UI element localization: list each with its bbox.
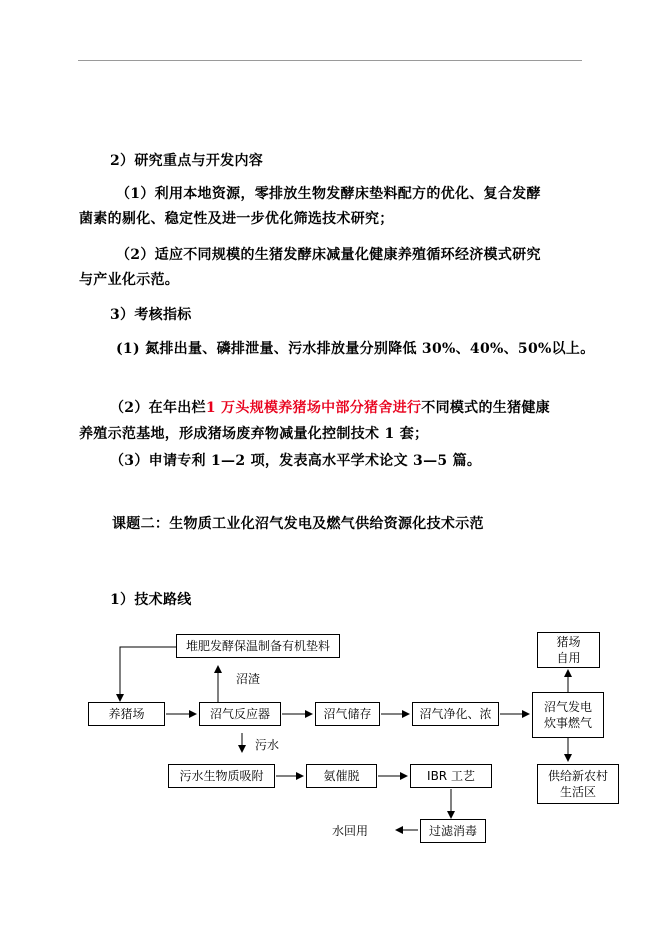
box-ibr-process: IBR 工艺 [410,764,492,788]
assessment-item3: （3）申请专利 1—2 项，发表高水平学术论文 3—5 篇。 [110,453,482,469]
research-item1-line2: 菌素的剔化、稳定性及进一步优化筛选技术研究； [79,211,394,227]
tech-route-heading: 1）技术路线 [110,592,192,608]
assessment-item2-highlight: 1 万头规模养猪场中部分猪舍进行 [205,400,422,416]
box-biogas-purify: 沼气净化、浓 [412,702,499,726]
box-biogas-storage: 沼气储存 [315,702,380,726]
project2-title: 课题二：生物质工业化沼气发电及燃气供给资源化技术示范 [112,516,484,532]
box-pig-farm-use-line2: 自用 [556,651,581,665]
box-biogas-reactor: 沼气反应器 [199,702,281,726]
label-residue: 沼渣 [236,672,261,686]
assessment-item1: (1) 氮排出量、磷排泄量、污水排放量分别降低 30%、40%、50%以上。 [116,341,595,357]
box-village-supply [537,764,619,804]
box-biogas-power [532,692,604,738]
box-village-supply-line1: 供给新农村 [547,769,608,783]
assessment-item2-prefix: （2）在年出栏 [110,400,206,416]
box-pig-farm: 养猪场 [88,702,165,726]
box-biogas-power-line1: 沼气发电 [543,700,592,714]
box-pig-farm-use [537,632,600,668]
box-village-supply-line2: 生活区 [559,785,596,799]
label-wastewater: 污水 [255,738,280,752]
box-filter-disinfect: 过滤消毒 [420,819,486,843]
research-item1-line1: （1）利用本地资源，零排放生物发酵床垫料配方的优化、复合发酵 [116,186,541,202]
assessment-item2-line2: 养殖示范基地，形成猪场废弃物减量化控制技术 1 套； [79,426,429,442]
box-biogas-power-line2: 炊事燃气 [543,716,592,730]
arrow-compost-to-pigfarm [120,647,176,701]
research-item2-line1: （2）适应不同规模的生猪发酵床减量化健康养殖循环经济模式研究 [116,247,541,263]
box-sewage-adsorption: 污水生物质吸附 [168,764,275,788]
box-pig-farm-use-line1: 猪场 [556,635,581,649]
research-item2-line2: 与产业化示范。 [79,272,180,288]
label-water-reuse: 水回用 [332,824,369,838]
box-ammonia-stripping: 氨催脱 [306,764,377,788]
assessment-item2-suffix: 不同模式的生猪健康 [421,400,550,416]
assessment-heading: 3）考核指标 [110,307,192,323]
box-compost: 堆肥发酵保温制备有机垫料 [176,634,340,658]
research-heading: 2）研究重点与开发内容 [110,153,264,169]
